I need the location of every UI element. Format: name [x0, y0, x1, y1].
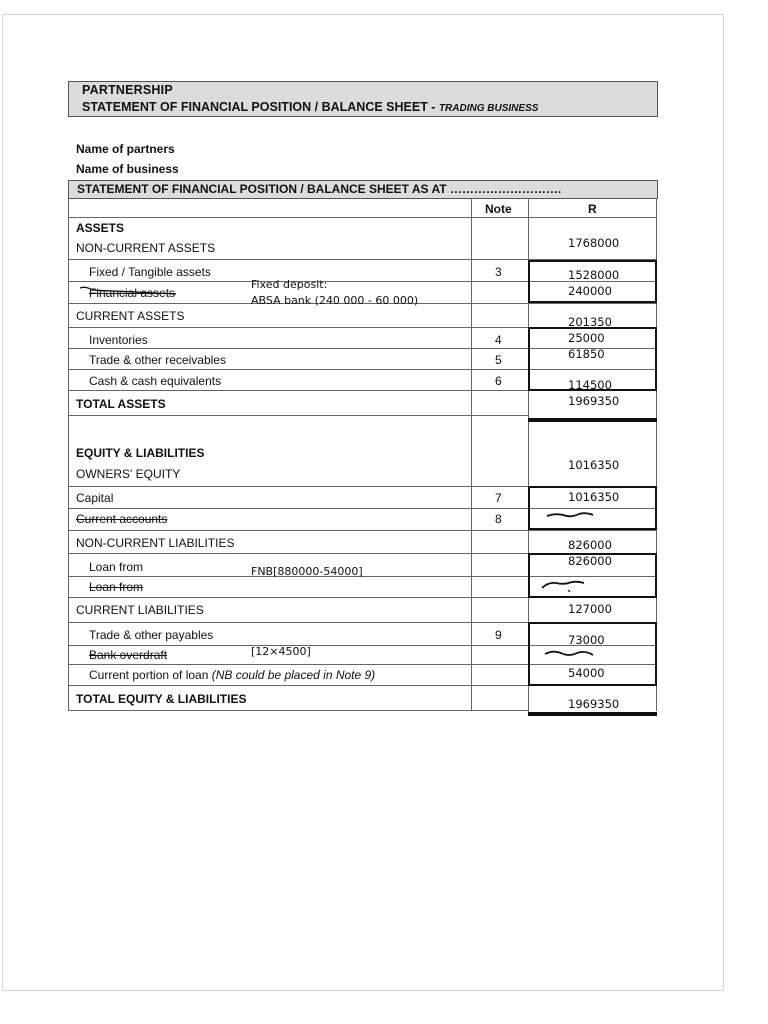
- overdraft-calc-annotation: [12×4500]: [251, 645, 311, 658]
- inventories-note: 4: [495, 333, 502, 347]
- current-loan-text: Current portion of loan: [89, 668, 212, 682]
- table-left-border: [68, 198, 69, 711]
- capital-label: Capital: [76, 491, 114, 505]
- total-right-border: [656, 686, 657, 711]
- loan-from-2-dash-mark: [540, 576, 590, 596]
- current-liabilities-label: CURRENT LIABILITIES: [76, 603, 204, 617]
- cash-label: Cash & cash equivalents: [89, 374, 222, 388]
- inventories-label: Inventories: [89, 333, 148, 347]
- loan-from-amount: 826000: [568, 554, 612, 568]
- current-assets-amount: 201350: [568, 315, 612, 329]
- inventories-amount: 25000: [568, 331, 605, 345]
- title-statement: [82, 100, 538, 114]
- non-current-liabilities-amount: 826000: [568, 538, 612, 552]
- current-loan-note-text: (NB could be placed in Note 9): [211, 668, 376, 682]
- title-statement-italic: TRADING BUSINESS: [438, 103, 539, 114]
- row-line: [68, 710, 528, 711]
- receivables-amount: 61850: [568, 347, 605, 361]
- fixed-deposit-annotation: Fixed deposit:: [251, 278, 328, 291]
- total-eq-liab-double-underline: [528, 712, 657, 716]
- statement-header-box: [68, 180, 658, 199]
- fixed-assets-label: Fixed / Tangible assets: [89, 265, 211, 279]
- note-column-header: Note: [485, 202, 512, 216]
- loan-from-2-label: Loan from: [89, 580, 144, 594]
- fixed-assets-amount: 1528000: [568, 268, 620, 282]
- fnb-annotation: FNB[880000-54000]: [251, 565, 363, 578]
- total-assets-amount: 1969350: [568, 394, 620, 408]
- financial-assets-amount: 240000: [568, 284, 612, 298]
- equity-liabilities-heading: EQUITY & LIABILITIES: [76, 446, 205, 460]
- non-current-assets-label: NON-CURRENT ASSETS: [76, 241, 216, 255]
- owners-equity-amount: 1016350: [568, 458, 620, 472]
- financial-assets-strike-mark: [78, 284, 178, 298]
- current-loan-label: [89, 668, 375, 682]
- current-loan-amount: 54000: [568, 666, 605, 680]
- owners-equity-label: OWNERS' EQUITY: [76, 467, 181, 481]
- payables-amount: 73000: [568, 633, 605, 647]
- current-accounts-note: 8: [495, 512, 502, 526]
- title-statement-main: STATEMENT OF FINANCIAL POSITION / BALANCE SHEET -: [82, 100, 439, 114]
- cash-amount: 114500: [568, 378, 612, 392]
- non-current-assets-amount: 1768000: [568, 236, 620, 250]
- capital-amount: 1016350: [568, 490, 620, 504]
- receivables-note: 5: [495, 353, 502, 367]
- payables-note: 9: [495, 628, 502, 642]
- fixed-assets-note: 3: [495, 265, 502, 279]
- non-current-liabilities-label: NON-CURRENT LIABILITIES: [76, 536, 235, 550]
- name-of-partners-label: Name of partners: [76, 142, 175, 156]
- bank-overdraft-label: Bank overdraft: [89, 648, 168, 662]
- current-liabilities-amount: 127000: [568, 602, 612, 616]
- total-eq-liab-amount: 1969350: [568, 697, 620, 711]
- total-assets-label: TOTAL ASSETS: [76, 397, 166, 411]
- current-accounts-dash-mark: [545, 508, 597, 524]
- title-partnership: PARTNERSHIP: [82, 83, 173, 97]
- row-line: [68, 415, 528, 416]
- row-line: [68, 530, 657, 531]
- bank-overdraft-dash-mark: [543, 647, 597, 663]
- amount-column-header: R: [588, 202, 597, 216]
- current-assets-label: CURRENT ASSETS: [76, 309, 185, 323]
- financial-assets-label: Financial assets: [89, 286, 176, 300]
- capital-note: 7: [495, 491, 502, 505]
- receivables-label: Trade & other receivables: [89, 353, 226, 367]
- total-eq-liab-label: TOTAL EQUITY & LIABILITIES: [76, 692, 247, 706]
- note-column-divider: [471, 198, 472, 711]
- absa-bank-annotation: ABSA bank (240 000 - 60 000): [251, 294, 419, 307]
- current-accounts-label: Current accounts: [76, 512, 168, 526]
- row-line: [68, 217, 657, 218]
- total-assets-double-underline: [528, 418, 657, 422]
- payables-label: Trade & other payables: [89, 628, 214, 642]
- loan-from-label: Loan from: [89, 560, 144, 574]
- title-box: [68, 81, 658, 117]
- cash-note: 6: [495, 374, 502, 388]
- statement-header: STATEMENT OF FINANCIAL POSITION / BALANCE SHEET AS AT ……………………….: [77, 182, 562, 196]
- name-of-business-label: Name of business: [76, 162, 179, 176]
- assets-heading: ASSETS: [76, 221, 125, 235]
